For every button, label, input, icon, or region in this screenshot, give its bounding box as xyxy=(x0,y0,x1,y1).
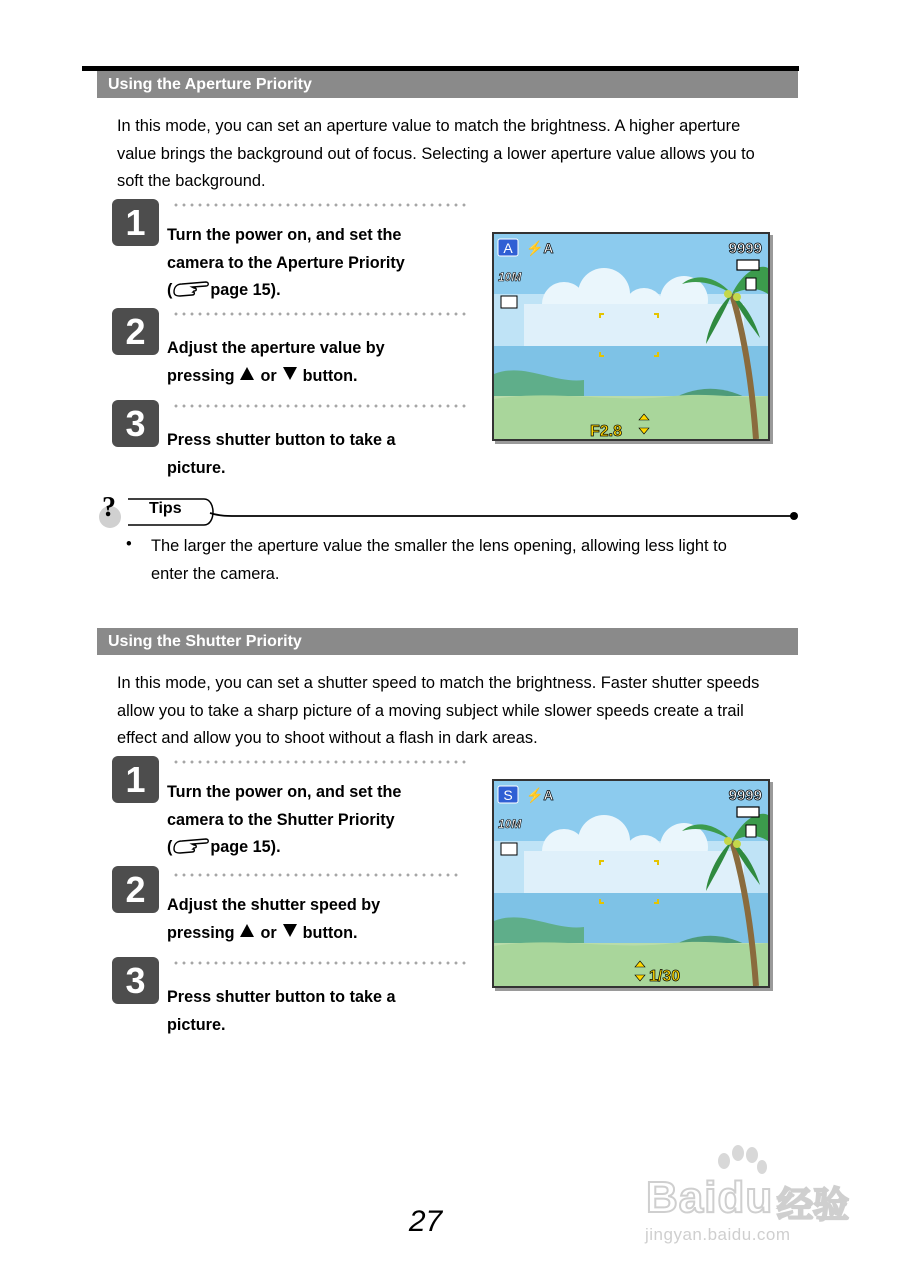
section-header-aperture xyxy=(97,71,798,98)
baidu-watermark xyxy=(640,1145,855,1255)
step-text: Turn the power on, and set the camera to the Aperture Priority ( page 15). xyxy=(167,226,405,299)
section-intro: In this mode, you can set an aperture value to match the brightness. A higher aperture value brings the background out of focus. Selecting a lower aperture value allows you to soft the background. xyxy=(117,117,755,190)
memory-card-icon xyxy=(746,825,756,837)
mode-badge: A xyxy=(503,240,513,256)
wb-icon xyxy=(501,296,517,308)
lcd-preview xyxy=(494,781,768,986)
section-title: Using the Shutter Priority xyxy=(108,633,302,650)
camera-lcd-shutter xyxy=(492,779,770,988)
wb-icon xyxy=(501,843,517,855)
step-number: 3 xyxy=(112,400,159,447)
step-number: 3 xyxy=(112,957,159,1004)
watermark-url: jingyan.baidu.com xyxy=(645,1225,791,1244)
tips-label: Tips xyxy=(149,500,182,517)
tips-divider xyxy=(120,497,800,529)
step-text: Turn the power on, and set the camera to the Shutter Priority ( page 15). xyxy=(167,783,402,856)
down-arrow-icon xyxy=(283,924,297,937)
dotted-divider xyxy=(172,873,460,877)
up-arrow-icon xyxy=(240,367,254,380)
watermark-brand: Baidu xyxy=(646,1173,774,1222)
step-text: Adjust the aperture value by pressing or button. xyxy=(167,339,385,385)
dotted-divider xyxy=(172,404,468,408)
section-title: Using the Aperture Priority xyxy=(108,76,312,93)
shots-remaining: 9999 xyxy=(728,240,762,257)
bullet: • xyxy=(126,535,132,553)
step-number: 1 xyxy=(112,199,159,246)
watermark-cn: 经验 xyxy=(777,1184,850,1225)
dotted-divider xyxy=(172,760,468,764)
image-size-icon: 10M xyxy=(498,270,522,284)
flash-auto-icon: ⚡A xyxy=(526,787,554,803)
section-intro: In this mode, you can set a shutter speed to match the brightness. Faster shutter speeds allow you to take a sharp picture of a moving subject while slower speeds create a trail effect and allow you to shoot without a flash in dark areas. xyxy=(117,674,760,747)
section-header-shutter xyxy=(97,628,798,655)
memory-card-icon xyxy=(746,278,756,290)
tip-item: The larger the aperture value the smaller the lens opening, allowing less light to enter the camera. xyxy=(151,537,727,583)
svg-text:?: ? xyxy=(102,492,116,523)
step-number: 2 xyxy=(112,308,159,355)
pointing-hand-icon xyxy=(172,278,210,298)
lcd-preview xyxy=(494,234,768,439)
up-arrow-icon xyxy=(240,924,254,937)
page-number: 27 xyxy=(408,1205,443,1238)
step-text: Adjust the shutter speed by pressing or button. xyxy=(167,896,381,942)
image-size-icon: 10M xyxy=(498,817,522,831)
step-text: Press shutter button to take a picture. xyxy=(167,988,396,1034)
battery-icon xyxy=(737,807,759,817)
dotted-divider xyxy=(172,203,468,207)
shutter-value: 1/30 xyxy=(649,968,681,985)
dotted-divider xyxy=(172,312,468,316)
dotted-divider xyxy=(172,961,468,965)
mode-badge: S xyxy=(503,787,513,803)
down-arrow-icon xyxy=(283,367,297,380)
shots-remaining: 9999 xyxy=(728,787,762,804)
pointing-hand-icon xyxy=(172,835,210,855)
step-text: Press shutter button to take a picture. xyxy=(167,431,396,477)
camera-lcd-aperture xyxy=(492,232,770,441)
step-number: 1 xyxy=(112,756,159,803)
aperture-value: F2.8 xyxy=(590,423,623,439)
flash-auto-icon: ⚡A xyxy=(526,240,554,256)
battery-icon xyxy=(737,260,759,270)
step-number: 2 xyxy=(112,866,159,913)
